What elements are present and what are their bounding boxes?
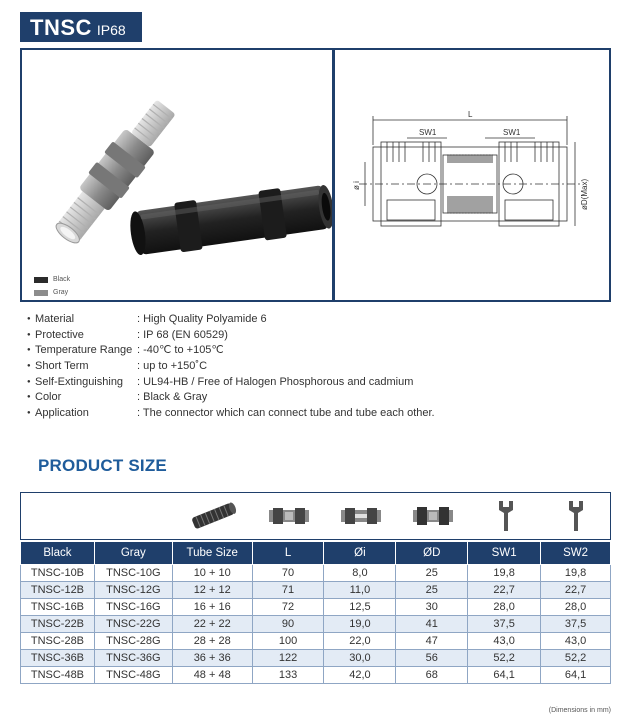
legend-gray (34, 289, 68, 296)
cell: 71 (252, 582, 324, 599)
table-row (21, 633, 611, 650)
legend-black (34, 276, 70, 283)
col-header-sw2: SW2 (541, 542, 611, 565)
spec-value: : -40℃ to +105℃ (137, 344, 224, 357)
cell: 37,5 (541, 616, 611, 633)
spec-value: : High Quality Polyamide 6 (137, 313, 267, 325)
col-header-sw1: SW1 (468, 542, 541, 565)
dim-D-label: øD(Max) (580, 178, 589, 210)
cell: TNSC-28G (94, 633, 172, 650)
connector-i-icon (325, 493, 397, 539)
spec-row-application (27, 406, 435, 422)
spec-row-material (27, 312, 435, 328)
cell: TNSC-22B (21, 616, 95, 633)
connector-D-icon (397, 493, 469, 539)
cell: TNSC-16B (21, 599, 95, 616)
dimensions-note: (Dimensions in mm) (548, 707, 611, 714)
product-rating: IP68 (96, 22, 126, 38)
dim-SW1-right-label: SW1 (503, 128, 521, 137)
cell: 28,0 (541, 599, 611, 616)
tube-icon (173, 493, 253, 539)
cell: TNSC-12G (94, 582, 172, 599)
col-header-L: L (252, 542, 324, 565)
cell: TNSC-10B (21, 565, 95, 582)
table-header-row (21, 542, 611, 565)
cell: 12 + 12 (172, 582, 252, 599)
spec-label: ● Color (27, 390, 137, 406)
cell: 22,7 (541, 582, 611, 599)
cell: 11,0 (324, 582, 396, 599)
cell: 22,0 (324, 633, 396, 650)
cell: 16 + 16 (172, 599, 252, 616)
cell: 133 (252, 667, 324, 684)
product-size-table (20, 541, 611, 684)
technical-drawing-panel (333, 48, 611, 302)
wrench-sw1-icon (469, 493, 542, 539)
cell: 28 + 28 (172, 633, 252, 650)
product-photo (22, 50, 332, 300)
section-title-product-size: PRODUCT SIZE (38, 456, 167, 475)
cell: 28,0 (468, 599, 541, 616)
dim-i-label: ø i (352, 181, 361, 190)
spec-row-protective (27, 328, 435, 344)
cell: 90 (252, 616, 324, 633)
cell: TNSC-22G (94, 616, 172, 633)
legend-gray-label: Gray (53, 289, 69, 296)
spec-label: ● Material (27, 312, 137, 328)
cell: 19,8 (468, 565, 541, 582)
dim-L-label: L (468, 110, 473, 119)
table-row (21, 565, 611, 582)
cell: 25 (396, 582, 468, 599)
spec-row-color (27, 390, 435, 406)
spec-value: : The connector which can connect tube and tube each other. (137, 407, 435, 420)
cell: 64,1 (541, 667, 611, 684)
col-header-tube-size: Tube Size (172, 542, 252, 565)
col-header-D: ØD (396, 542, 468, 565)
cell: TNSC-36B (21, 650, 95, 667)
dim-SW1-left-label: SW1 (419, 128, 437, 137)
cell: 43,0 (468, 633, 541, 650)
cell: TNSC-36G (94, 650, 172, 667)
spec-value: : Black & Gray (137, 391, 208, 404)
cell: 37,5 (468, 616, 541, 633)
cell: TNSC-12B (21, 582, 95, 599)
legend-black-label: Black (53, 276, 71, 283)
cell: 30,0 (324, 650, 396, 667)
cell: 10 + 10 (172, 565, 252, 582)
col-header-i: Øi (324, 542, 396, 565)
cell: 100 (252, 633, 324, 650)
col-header-black: Black (21, 542, 95, 565)
table-row (21, 650, 611, 667)
table-row (21, 667, 611, 684)
cell: TNSC-48G (94, 667, 172, 684)
cell: 36 + 36 (172, 650, 252, 667)
cell: 70 (252, 565, 324, 582)
cell: 19,8 (541, 565, 611, 582)
cell: TNSC-48B (21, 667, 95, 684)
spec-value: : up to +150˚C (137, 360, 208, 373)
specifications-list (27, 312, 435, 422)
cell: 43,0 (541, 633, 611, 650)
cell: 19,0 (324, 616, 396, 633)
spec-row-temperature (27, 343, 435, 359)
wrench-sw2-icon (542, 493, 610, 539)
cell: 122 (252, 650, 324, 667)
connector-L-icon (253, 493, 325, 539)
product-title: TNSC (30, 15, 92, 40)
cell: 48 + 48 (172, 667, 252, 684)
spec-row-short-term (27, 359, 435, 375)
legend-black-swatch (34, 277, 48, 283)
cell: TNSC-28B (21, 633, 95, 650)
table-row (21, 582, 611, 599)
dimension-icon-row (20, 492, 611, 540)
cell: TNSC-16G (94, 599, 172, 616)
spec-value: : IP 68 (EN 60529) (137, 328, 228, 341)
spec-label: ● Protective (27, 328, 137, 344)
cell: 8,0 (324, 565, 396, 582)
product-title-box (20, 12, 142, 42)
cell: 56 (396, 650, 468, 667)
table-row (21, 616, 611, 633)
cell: TNSC-10G (94, 565, 172, 582)
col-header-gray: Gray (94, 542, 172, 565)
cell: 41 (396, 616, 468, 633)
spec-label: ● Application (27, 406, 137, 422)
spec-value: : UL94-HB / Free of Halogen Phosphorous and cadmium (137, 375, 414, 388)
cell: 22 + 22 (172, 616, 252, 633)
cell: 64,1 (468, 667, 541, 684)
table-row (21, 599, 611, 616)
cell: 12,5 (324, 599, 396, 616)
product-photo-panel (20, 48, 334, 302)
cell: 52,2 (468, 650, 541, 667)
technical-drawing (335, 50, 609, 300)
cell: 47 (396, 633, 468, 650)
icon-spacer (21, 493, 173, 539)
cell: 30 (396, 599, 468, 616)
spec-label: ● Short Term (27, 359, 137, 375)
cell: 52,2 (541, 650, 611, 667)
cell: 72 (252, 599, 324, 616)
cell: 25 (396, 565, 468, 582)
cell: 42,0 (324, 667, 396, 684)
cell: 68 (396, 667, 468, 684)
spec-label: ● Self-Extinguishing (27, 375, 137, 391)
legend-gray-swatch (34, 290, 48, 296)
spec-label: ● Temperature Range (27, 343, 137, 359)
spec-row-self-extinguishing (27, 375, 435, 391)
cell: 22,7 (468, 582, 541, 599)
